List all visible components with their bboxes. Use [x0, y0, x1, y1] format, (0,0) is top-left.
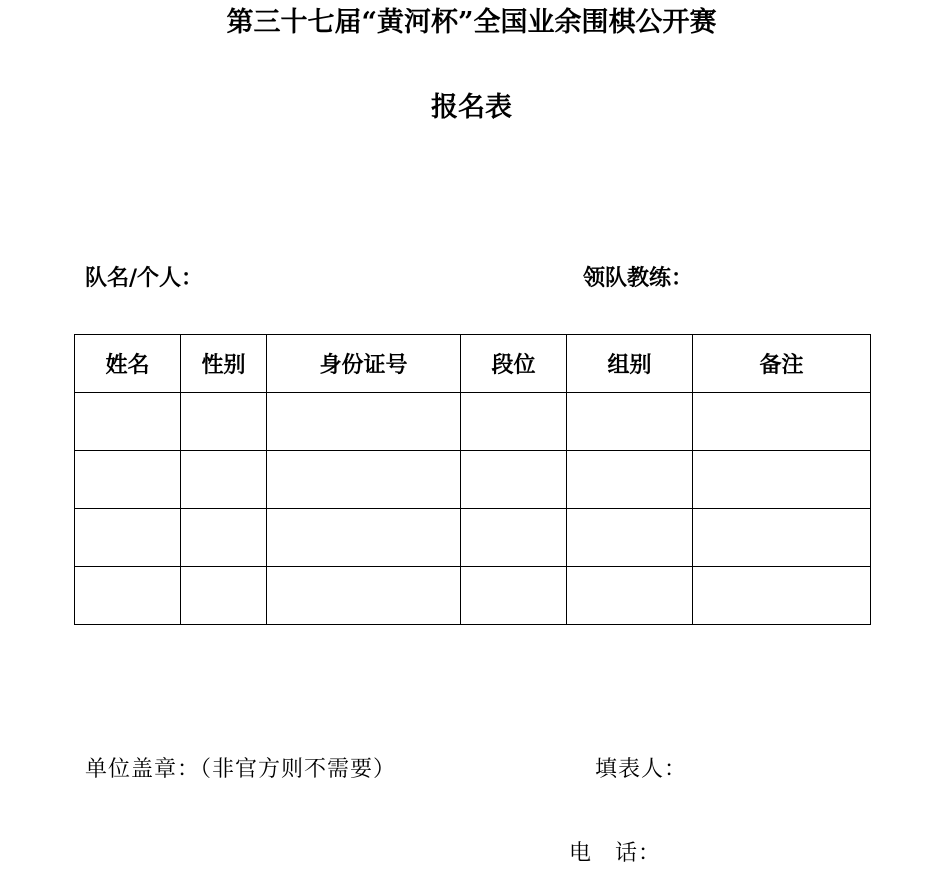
table-cell[interactable] [75, 567, 181, 625]
table-cell[interactable] [267, 567, 461, 625]
table-cell[interactable] [181, 451, 267, 509]
team-leader-label: 领队教练： [583, 265, 694, 291]
table-cell[interactable] [181, 509, 267, 567]
form-filler-label: 填表人： [595, 757, 688, 782]
table-cell[interactable] [461, 451, 567, 509]
table-cell[interactable] [693, 567, 871, 625]
table-cell[interactable] [461, 567, 567, 625]
form-title: 第三十七届“黄河杯”全国业余围棋公开赛 [226, 7, 717, 38]
table-cell[interactable] [461, 393, 567, 451]
column-header-remarks: 备注 [693, 335, 871, 393]
table-cell[interactable] [693, 451, 871, 509]
table-row [75, 393, 871, 451]
table-cell[interactable] [75, 509, 181, 567]
column-header-gender: 性别 [181, 335, 267, 393]
team-name-label: 队名/个人： [85, 265, 204, 291]
table-cell[interactable] [693, 509, 871, 567]
table-cell[interactable] [567, 451, 693, 509]
table-cell[interactable] [693, 393, 871, 451]
table-cell[interactable] [567, 567, 693, 625]
table-cell[interactable] [567, 393, 693, 451]
registration-table [74, 334, 871, 625]
table-cell[interactable] [181, 567, 267, 625]
table-cell[interactable] [75, 451, 181, 509]
phone-label: 电 话： [569, 841, 662, 866]
table-row [75, 509, 871, 567]
table-row [75, 451, 871, 509]
table-header-row [75, 335, 871, 393]
table-cell[interactable] [461, 509, 567, 567]
table-cell[interactable] [567, 509, 693, 567]
table-row [75, 567, 871, 625]
table-cell[interactable] [75, 393, 181, 451]
column-header-name: 姓名 [75, 335, 181, 393]
column-header-group: 组别 [567, 335, 693, 393]
form-subtitle: 报名表 [431, 92, 512, 123]
unit-seal-label: 单位盖章：（非官方则不需要） [85, 757, 397, 782]
table-cell[interactable] [181, 393, 267, 451]
table-cell[interactable] [267, 451, 461, 509]
column-header-id-number: 身份证号 [267, 335, 461, 393]
table-cell[interactable] [267, 509, 461, 567]
table-cell[interactable] [267, 393, 461, 451]
column-header-rank: 段位 [461, 335, 567, 393]
